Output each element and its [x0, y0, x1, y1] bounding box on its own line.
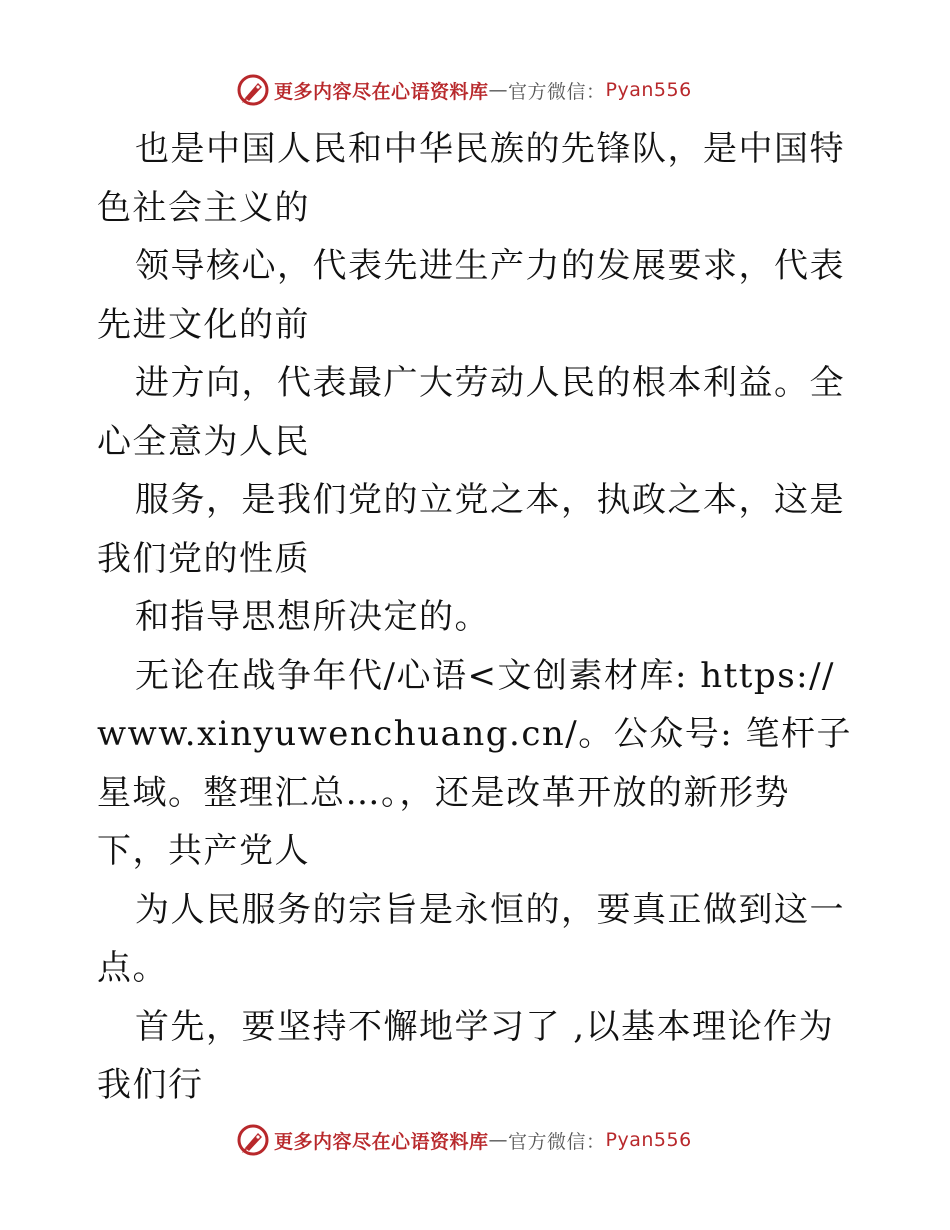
- banner-wechat-id: Pyan556: [605, 79, 692, 101]
- pen-nib-icon: [236, 1123, 270, 1157]
- banner-dash: —: [488, 79, 509, 101]
- paragraph-1: 也是中国人民和中华民族的先锋队，是中国特色社会主义的: [97, 129, 845, 228]
- header-banner: [236, 73, 692, 107]
- banner-prefix: 更多内容尽在心语资料库: [274, 1130, 489, 1153]
- paragraph-4: 服务，是我们党的立党之本，执政之本，这是我们党的性质: [97, 480, 845, 579]
- paragraph-8: 首先，要坚持不懈地学习了 ,以基本理论作为我们行: [97, 1006, 835, 1105]
- banner-wechat-id: Pyan556: [605, 1129, 692, 1151]
- document-body: [97, 120, 857, 1115]
- paragraph-3: 进方向，代表最广大劳动人民的根本利益。全心全意为人民: [97, 363, 845, 462]
- banner-wechat-label: 官方微信：: [508, 1130, 606, 1153]
- banner-wechat-label: 官方微信：: [508, 80, 606, 103]
- pen-nib-icon: [236, 73, 270, 107]
- paragraph-2: 领导核心，代表先进生产力的发展要求，代表先进文化的前: [97, 246, 845, 345]
- paragraph-7: 为人民服务的宗旨是永恒的，要真正做到这一点。: [97, 889, 845, 988]
- banner-dash: —: [488, 1129, 509, 1151]
- paragraph-5: 和指导思想所决定的。: [135, 597, 490, 637]
- footer-banner: [236, 1123, 692, 1157]
- banner-prefix: 更多内容尽在心语资料库: [274, 80, 489, 103]
- paragraph-6: 无论在战争年代/心语<文创素材库: https://www.xinyuwenchuang.cn/。公众号: 笔杆子星域。整理汇总…。，还是改革开放的新形势下，共产党人: [97, 655, 852, 871]
